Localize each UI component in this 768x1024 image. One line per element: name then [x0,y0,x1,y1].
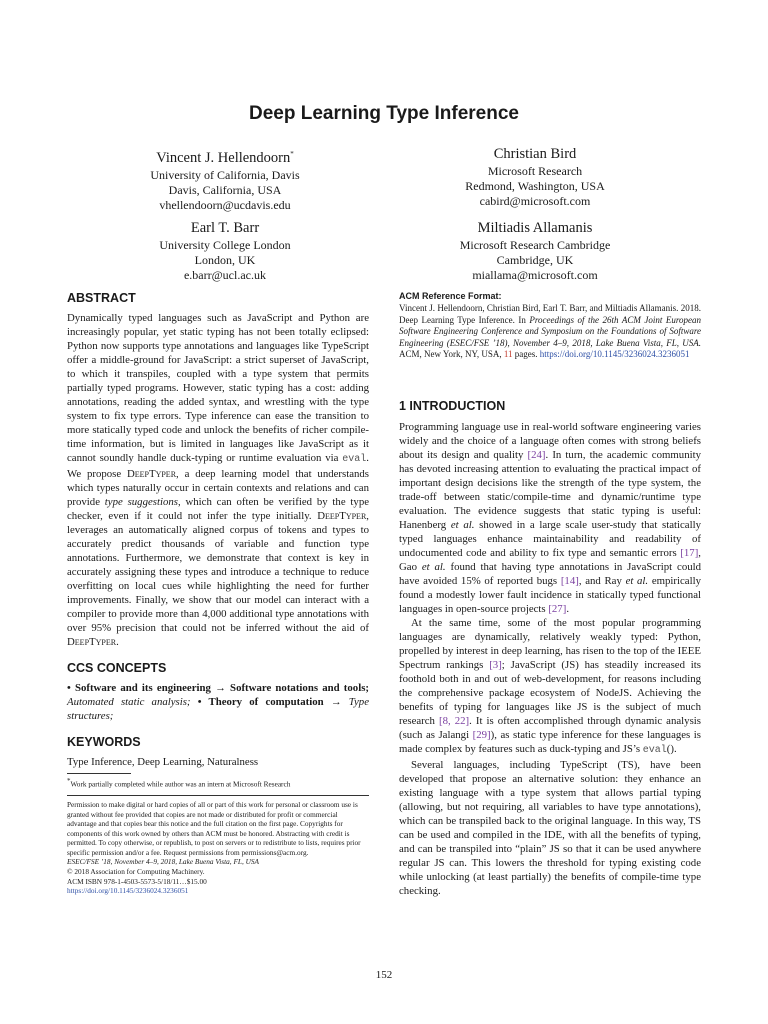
author-block [385,219,685,283]
intro-paragraph-2: At the same time, some of the most popular programming languages are dynamically, relatively weakly typed: Python, propelled by interest in deep learning, has risen to the top of the IEEE Spectrum rankings [3]; JavaScript (JS) has steadily increased its foothold both in and out of web-development, for reasons including the comprehensive package ecosystem of NodeJS. Achieving the benefits of typing for languages like JS is the subject of much research [8, 22]. It is often accomplished through dynamic analysis (such as Jalangi [29]), as static type inference for these languages is made complex by features such as duck-typing and JS’s eval(). [399,616,702,756]
acm-ref-text: Vincent J. Hellendoorn, Christian Bird, Earl T. Barr, and Miltiadis Allamanis. 2018. Deep Learning Type Inference. In Proceedings of the 26th ACM Joint European Software Engineering Conference and Symposium on the Foundations of Software Engineering (ESEC/FSE ’18), November 4–9, 2018, Lake Buena Vista, FL, USA. ACM, New York, NY, USA, 11 pages. https://doi.org/10.1145/3236024.3236051 [399,303,701,360]
citation[interactable]: [27] [548,602,567,615]
introduction-heading: 1 INTRODUCTION [399,398,506,413]
copyright-line: © 2018 Association for Computing Machinery. [67,867,205,877]
ccs-heading: CCS CONCEPTS [67,661,167,675]
author-location: Redmond, Washington, USA [465,179,605,193]
citation[interactable]: [3] [489,658,502,671]
footnote: *Work partially completed while author was an intern at Microsoft Research [67,777,291,789]
abstract-text: Dynamically typed languages such as JavaScript and Python are increasingly popular, yet static typing has not been totally eclipsed: Python now supports type annotations and languages like TypeScript offer a middle-ground for JavaScript: a strict superset of JavaScript, to which it transpiles, coupled with a type system that permits partially typed programs. However, static typing has a cost: adding annotations, reading the added syntax, and wrestling with the type system to fix type errors. Type inference can ease the transition to more statically typed code and unlock the benefits of richer compile-time information, but is limited in languages like JavaScript as it cannot soundly handle duck-typing or runtime evaluation via eval. We propose DeepTyper, a deep learning model that understands which types naturally occur in certain contexts and relations and can provide type suggestions, which can often be verified by the type checker, even if it could not infer the type initially. DeepTyper, leverages an automatically aligned corpus of tokens and types to accurately predict thousands of variable and function type annotations. Furthermore, we demonstrate that context is key in accurately assigning these types and introduce a technique to reduce overfitting on local cues while highlighting the need for further improvements. Finally, we show that our model can interact with a compiler to provide more than 4,000 additional type annotations with over 95% precision that could not be inferred without the aid of DeepTyper. [67,312,370,648]
ccs-text: • Software and its engineering → Software notations and tools; Automated static analysis; • Theory of computation → Type structures; [67,682,369,722]
author-name: Vincent J. Hellendoorn* [156,149,294,166]
author-location: London, UK [194,253,256,267]
author-block [385,145,685,209]
left-column [67,291,369,896]
acm-ref-heading: ACM Reference Format: [399,291,502,301]
conference-line: ESEC/FSE ’18, November 4–9, 2018, Lake Buena Vista, FL, USA [67,857,259,867]
keywords-text: Type Inference, Deep Learning, Naturalness [67,756,259,768]
author-location: Cambridge, UK [496,253,574,267]
author-name: Miltiadis Allamanis [477,220,593,236]
author-email: e.barr@ucl.ac.uk [183,268,266,282]
author-location: Davis, California, USA [168,182,282,197]
inline-code: eval [642,744,667,756]
author-block [75,219,375,283]
page-count: 11 [503,349,513,360]
tool-name: DeepTyper [317,510,367,522]
tool-name: DeepTyper [67,636,117,648]
permission-divider [67,795,369,796]
citation[interactable]: [29] [472,728,491,741]
author-email: vhellendoorn@ucdavis.edu [159,197,291,212]
keywords-heading: KEYWORDS [67,735,141,749]
citation[interactable]: [8, 22] [439,714,470,727]
acm-doi-link[interactable]: https://doi.org/10.1145/3236024.3236051 [539,349,690,360]
inline-code: eval [342,454,367,465]
author-affiliation: Microsoft Research [487,164,583,178]
author-affiliation: University of California, Davis [150,167,300,182]
author-affiliation: University College London [159,238,291,252]
author-email: cabird@microsoft.com [479,194,591,208]
intro-paragraph-3: Several languages, including TypeScript (TS), have been developed that propose an alternative solution: they enhance an existing language with a type system that allows partial typing (allowing, but not requiring, all variables to have type annotations), which can be transpiled back to the original language. In this way, TS can be used and compiled in the IDE, with all the benefits of typing, and can be transpiled into “plain” JS so that it can be used anywhere regular JS can. This lowers the threshold for typing existing code while unlocking (at least partially) the benefits of compile-time type checking. [399,758,701,897]
permission-text: Permission to make digital or hard copies of all or part of this work for personal or classroom use is granted without fee provided that copies are not made or distributed for profit or commercial advantage and that copies bear this notice and the full citation on the first page. Copyrights for components of this work owned by others than ACM must be honored. Abstracting with credit is permitted. To copy otherwise, or republish, to post on servers or to redistribute to lists, requires prior specific permission and/or a fee. Request permissions from permissions@acm.org. [67,799,361,857]
abstract-heading: ABSTRACT [67,291,136,305]
intro-paragraph-1: Programming language use in real-world software engineering varies widely and the choice of a language often comes with strong beliefs about its design and quality [24]. In turn, the academic community has devoted increasing attention to evaluating the practical impact of important design decisions like the strength of the type system, the trade-off between static/compile-time and dynamic/runtime type evaluation. The evidence suggests that static typing is useful: Hanenberg et al. showed in a large scale user-study that statically typed languages enhance maintainability and readability of undocumented code and ability to fix type and semantic errors [17], Gao et al. found that having type annotations in JavaScript could have avoided 15% of reported bugs [14], and Ray et al. empirically found a modestly lower fault incidence in statically typed functional languages in open-source projects [27]. [399,420,702,615]
author-name: Christian Bird [493,146,577,162]
footnote-mark: * [290,150,294,158]
author-block [75,145,375,213]
author-affiliation: Microsoft Research Cambridge [459,238,611,252]
author-email: miallama@microsoft.com [472,268,598,282]
footnote-divider [67,773,131,774]
doi-link[interactable]: https://doi.org/10.1145/3236024.3236051 [67,886,189,896]
page-number: 152 [375,969,393,981]
emphasis: type suggestions [104,496,178,508]
citation[interactable]: [24] [527,448,546,461]
right-column [399,291,701,898]
paper-title: Deep Learning Type Inference [249,103,519,124]
citation[interactable]: [14] [560,574,579,587]
author-name: Earl T. Barr [190,220,260,236]
tool-name: DeepTyper [126,468,177,480]
citation[interactable]: [17] [680,546,699,559]
isbn-line: ACM ISBN 978-1-4503-5573-5/18/11…$15.00 [67,876,207,886]
